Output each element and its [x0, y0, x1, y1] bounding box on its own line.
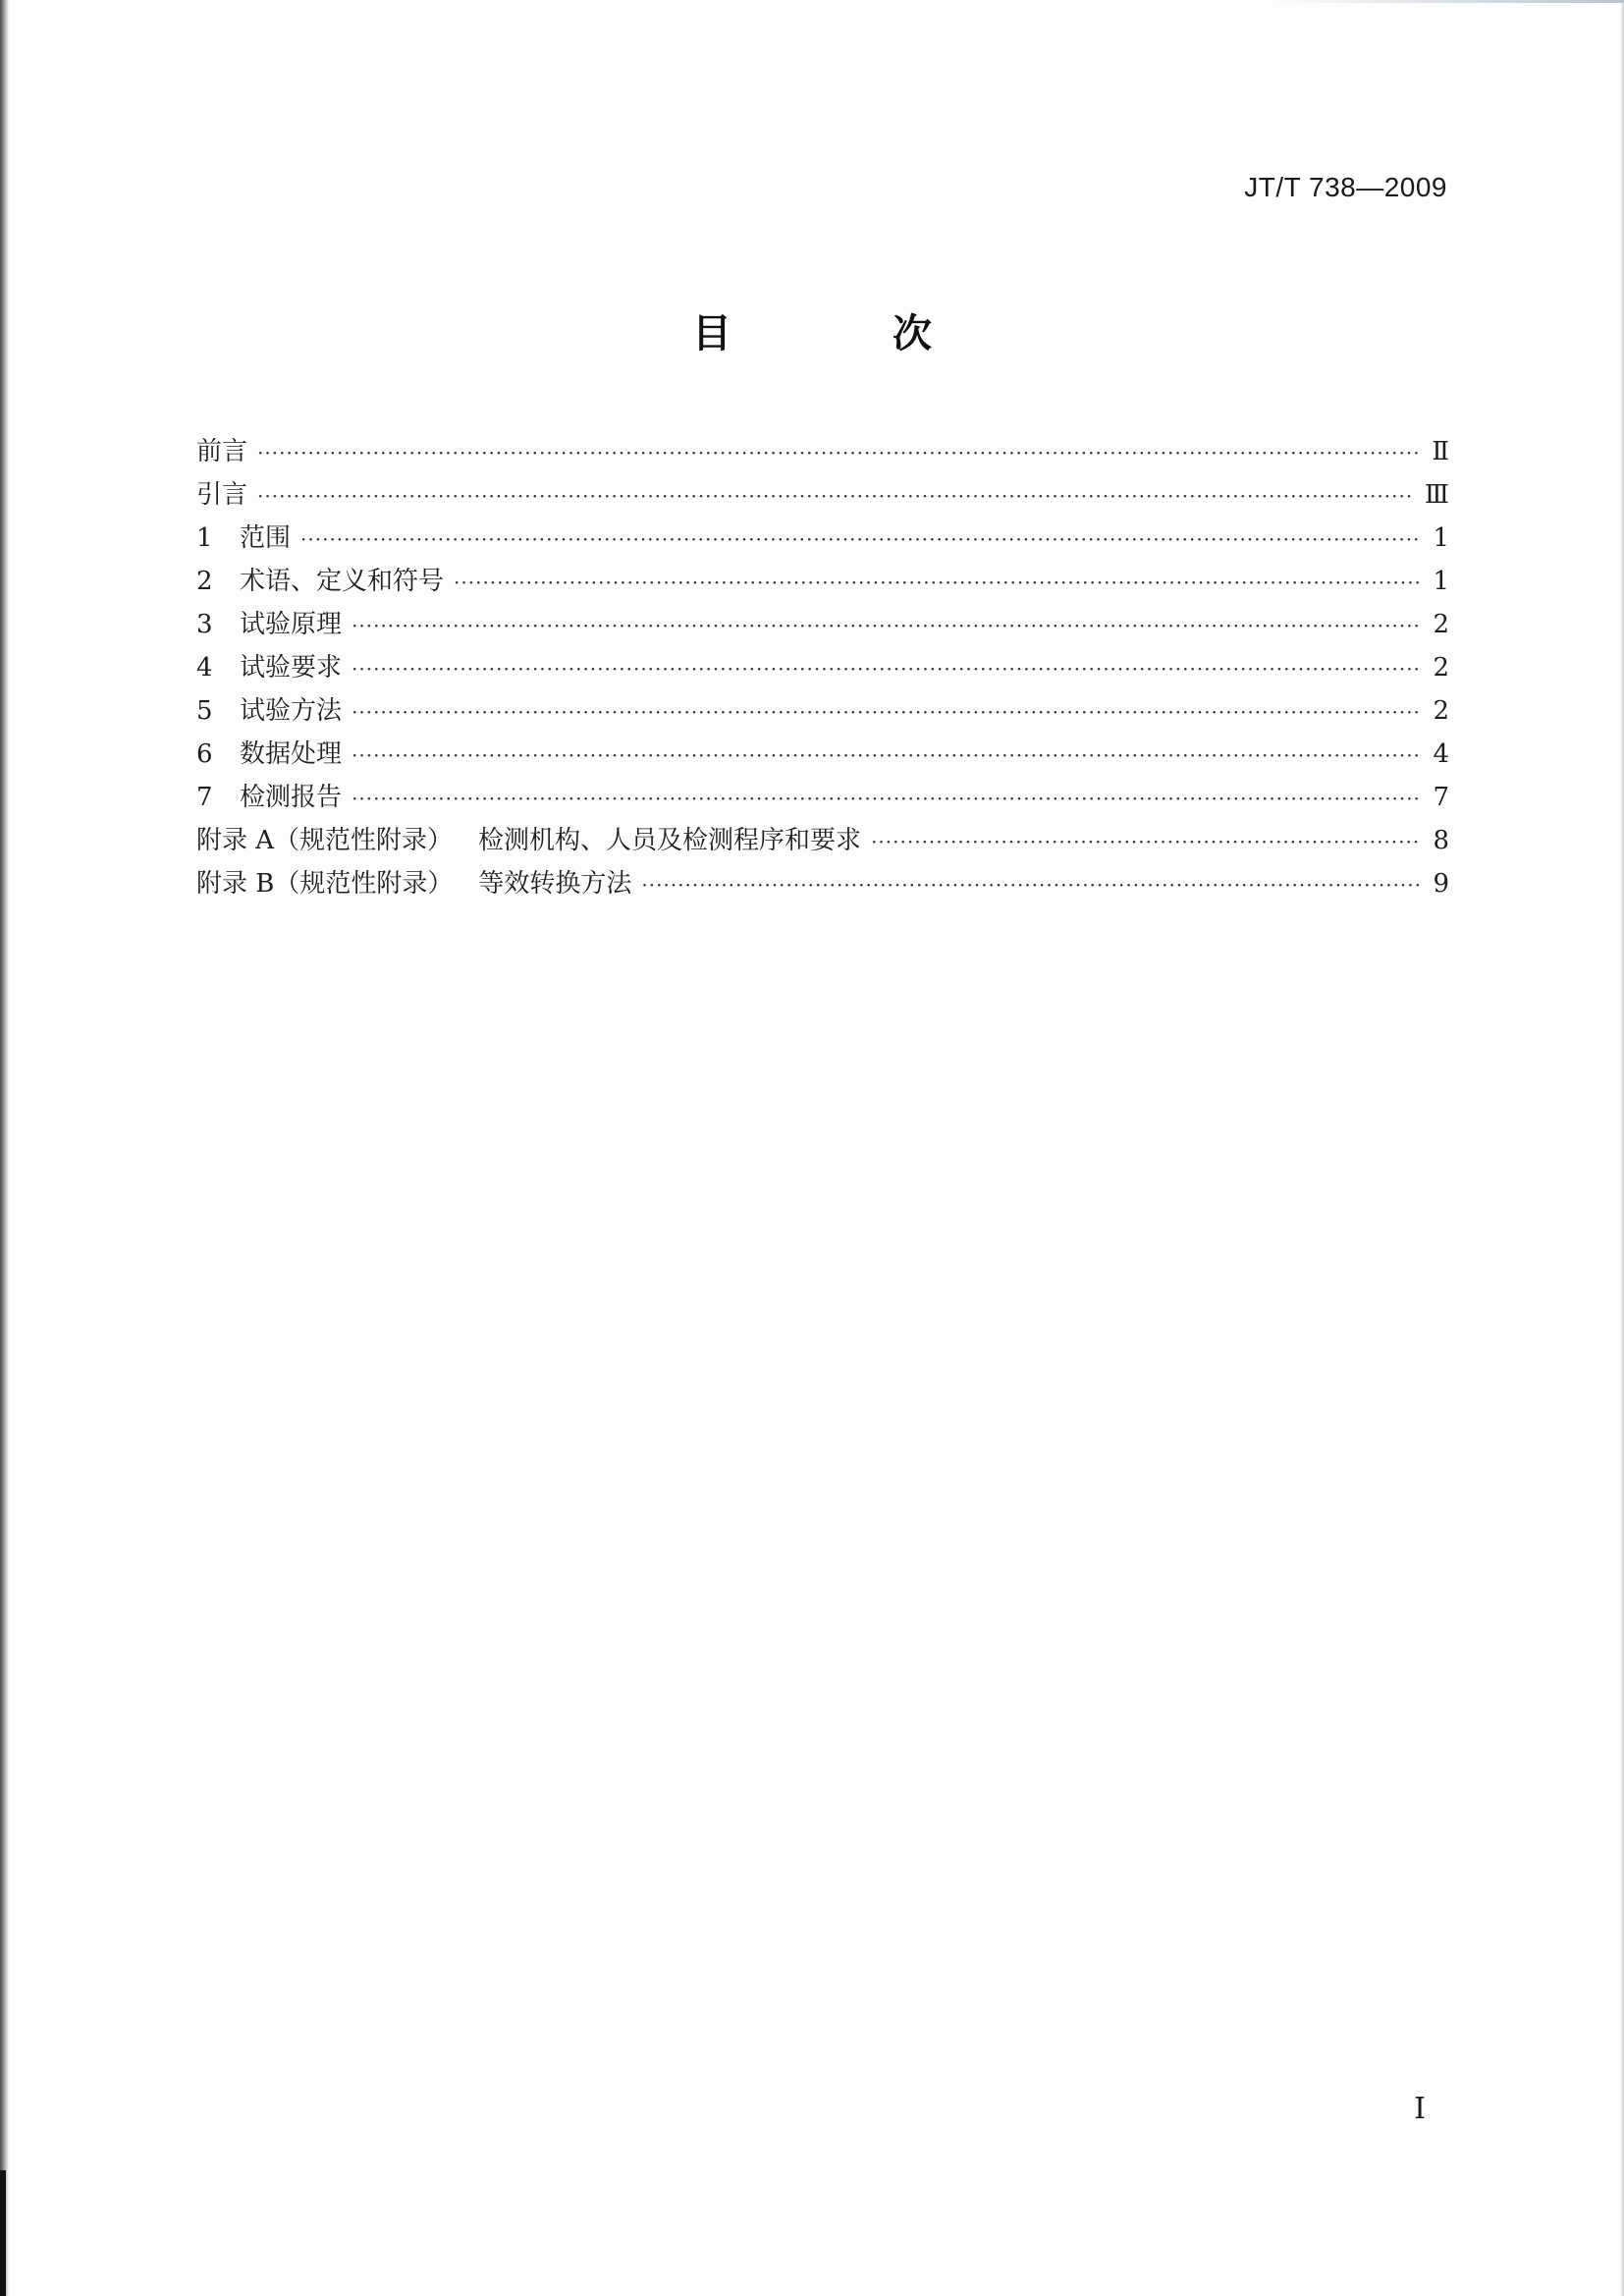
toc-leader-dots — [300, 518, 1422, 561]
toc-leader-dots — [352, 777, 1422, 820]
standard-code: JT/T 738—2009 — [1244, 172, 1447, 202]
toc-entry-page: 1 — [1433, 523, 1449, 553]
toc-entry-page: Ⅲ — [1424, 480, 1449, 510]
toc-entry-title: 引言 — [196, 480, 248, 510]
toc-entry-title: 试验原理 — [240, 610, 343, 639]
scan-edge-left-bottom — [0, 2170, 6, 2296]
toc-entry-number: 7 — [196, 783, 213, 812]
toc-leader-dots — [352, 647, 1422, 690]
toc-entry-number: 3 — [196, 610, 213, 639]
toc-entry-page: 1 — [1433, 567, 1449, 596]
toc-entry-section-5[interactable] — [196, 689, 1449, 733]
toc-entry-page: 2 — [1433, 610, 1449, 639]
scan-top-mark — [1271, 0, 1624, 3]
toc-leader-dots — [352, 690, 1422, 734]
toc-leader-dots — [352, 604, 1422, 647]
toc-entry-foreword[interactable] — [196, 430, 1449, 473]
toc-leader-dots — [352, 734, 1422, 777]
toc-leader-dots — [454, 561, 1422, 604]
toc-entry-appendix-b[interactable] — [196, 862, 1449, 905]
toc-entry-section-2[interactable] — [196, 560, 1449, 603]
toc-entry-title: 数据处理 — [240, 739, 343, 769]
page-number: I — [1414, 2092, 1426, 2126]
toc-entry-section-7[interactable] — [196, 776, 1449, 819]
toc-entry-section-4[interactable] — [196, 646, 1449, 689]
toc-entry-page: 4 — [1433, 739, 1449, 769]
toc-title: 目 次 — [692, 311, 1005, 356]
toc-entry-page: Ⅱ — [1432, 437, 1449, 466]
toc-entry-title: 范围 — [240, 523, 292, 553]
toc-entry-number: 1 — [196, 523, 213, 553]
toc-leader-dots — [871, 820, 1422, 863]
table-of-contents — [196, 430, 1449, 905]
toc-entry-number: 5 — [196, 696, 213, 726]
toc-leader-dots — [641, 863, 1422, 906]
toc-entry-page: 7 — [1433, 783, 1449, 812]
toc-appendix-title: 检测机构、人员及检测程序和要求 — [478, 826, 862, 855]
toc-appendix-title: 等效转换方法 — [478, 869, 632, 899]
toc-entry-number: 6 — [196, 739, 213, 769]
toc-entry-appendix-a[interactable] — [196, 819, 1449, 862]
toc-leader-dots — [257, 474, 1415, 518]
toc-entry-number: 2 — [196, 567, 213, 596]
toc-entry-section-3[interactable] — [196, 603, 1449, 646]
toc-appendix-label: 附录 B（规范性附录） — [196, 869, 454, 899]
toc-leader-dots — [257, 431, 1422, 474]
toc-entry-number: 4 — [196, 653, 213, 683]
toc-appendix-label: 附录 A（规范性附录） — [196, 826, 454, 855]
toc-entry-title: 术语、定义和符号 — [240, 567, 445, 596]
toc-entry-introduction[interactable] — [196, 473, 1449, 517]
toc-entry-section-1[interactable] — [196, 517, 1449, 560]
toc-entry-page: 2 — [1433, 653, 1449, 683]
toc-entry-page: 8 — [1433, 826, 1449, 855]
toc-entry-title: 试验要求 — [240, 653, 343, 683]
toc-entry-page: 9 — [1433, 869, 1449, 899]
toc-entry-title: 检测报告 — [240, 783, 343, 812]
toc-entry-page: 2 — [1433, 696, 1449, 726]
toc-entry-title: 试验方法 — [240, 696, 343, 726]
toc-entry-section-6[interactable] — [196, 733, 1449, 776]
toc-entry-title: 前言 — [196, 437, 248, 466]
